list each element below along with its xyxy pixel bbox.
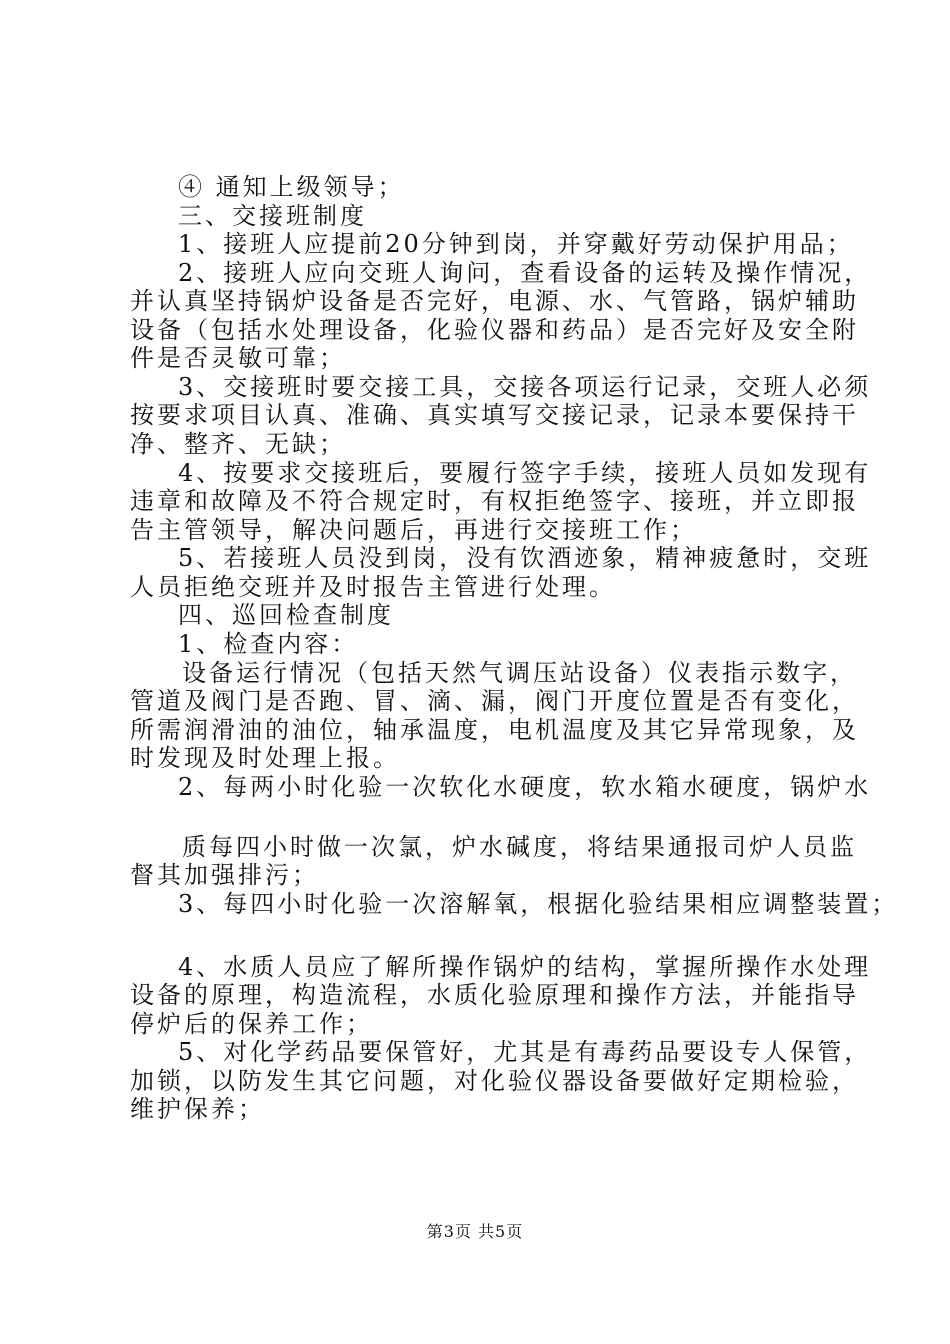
text-line: 质每四小时做一次氯，炉水碱度，将结果通报司炉人员监 — [182, 832, 857, 861]
section-heading: 四、巡回检查制度 — [178, 601, 394, 630]
text-line: 督其加强排污； — [130, 861, 319, 890]
text-line: 加锁，以防发生其它问题，对化验仪器设备要做好定期检验， — [130, 1066, 859, 1095]
section-heading: 三、交接班制度 — [178, 201, 367, 230]
text-line: 设备的原理，构造流程，水质化验原理和操作方法，并能指导 — [130, 981, 859, 1010]
text-line: 1、检查内容： — [178, 629, 359, 658]
text-line: 时发现及时处理上报。 — [130, 744, 400, 773]
text-line: 4、按要求交接班后，要履行签字手续，接班人员如发现有 — [178, 458, 872, 487]
text-line: 并认真坚持锅炉设备是否完好，电源、水、气管路，锅炉辅助 — [130, 287, 859, 316]
text-line: 管道及阀门是否跑、冒、滴、漏，阀门开度位置是否有变化， — [130, 687, 859, 716]
text-line: 人员拒绝交班并及时报告主管进行处理。 — [130, 572, 616, 601]
text-line: 4、水质人员应了解所操作锅炉的结构，掌握所操作水处理 — [178, 952, 872, 981]
text-line: 2、每两小时化验一次软化水硬度，软水箱水硬度，锅炉水 — [178, 772, 872, 801]
text-line: 按要求项目认真、准确、真实填写交接记录，记录本要保持干 — [130, 401, 859, 430]
page-number-footer: 第3页 共5页 — [426, 1222, 524, 1241]
text-line: 告主管领导，解决问题后，再进行交接班工作； — [130, 515, 697, 544]
text-line: 2、接班人应向交班人询问，查看设备的运转及操作情况， — [178, 258, 872, 287]
text-line: 5、对化学药品要保管好，尤其是有毒药品要设专人保管， — [178, 1038, 872, 1067]
text-line: ④ 通知上级领导； — [178, 173, 405, 201]
text-line: 违章和故障及不符合规定时，有权拒绝签字、接班，并立即报 — [130, 487, 859, 516]
text-line: 件是否灵敏可靠； — [130, 344, 346, 373]
text-line: 3、每四小时化验一次溶解氧，根据化验结果相应调整装置； — [178, 889, 899, 918]
text-line: 3、交接班时要交接工具，交接各项运行记录，交班人必须 — [178, 372, 872, 401]
text-line: 1、接班人应提前20分钟到岗，并穿戴好劳动保护用品； — [178, 230, 854, 259]
text-line: 维护保养； — [130, 1095, 265, 1124]
text-line: 设备（包括水处理设备，化验仪器和药品）是否完好及安全附 — [130, 315, 859, 344]
text-line: 5、若接班人员没到岗，没有饮酒迹象，精神疲惫时，交班 — [178, 544, 872, 573]
text-line: 所需润滑油的油位，轴承温度，电机温度及其它异常现象，及 — [130, 715, 859, 744]
text-line: 停炉后的保养工作； — [130, 1009, 373, 1038]
text-line: 净、整齐、无缺； — [130, 430, 346, 459]
text-line: 设备运行情况（包括天然气调压站设备）仪表指示数字， — [182, 658, 857, 687]
